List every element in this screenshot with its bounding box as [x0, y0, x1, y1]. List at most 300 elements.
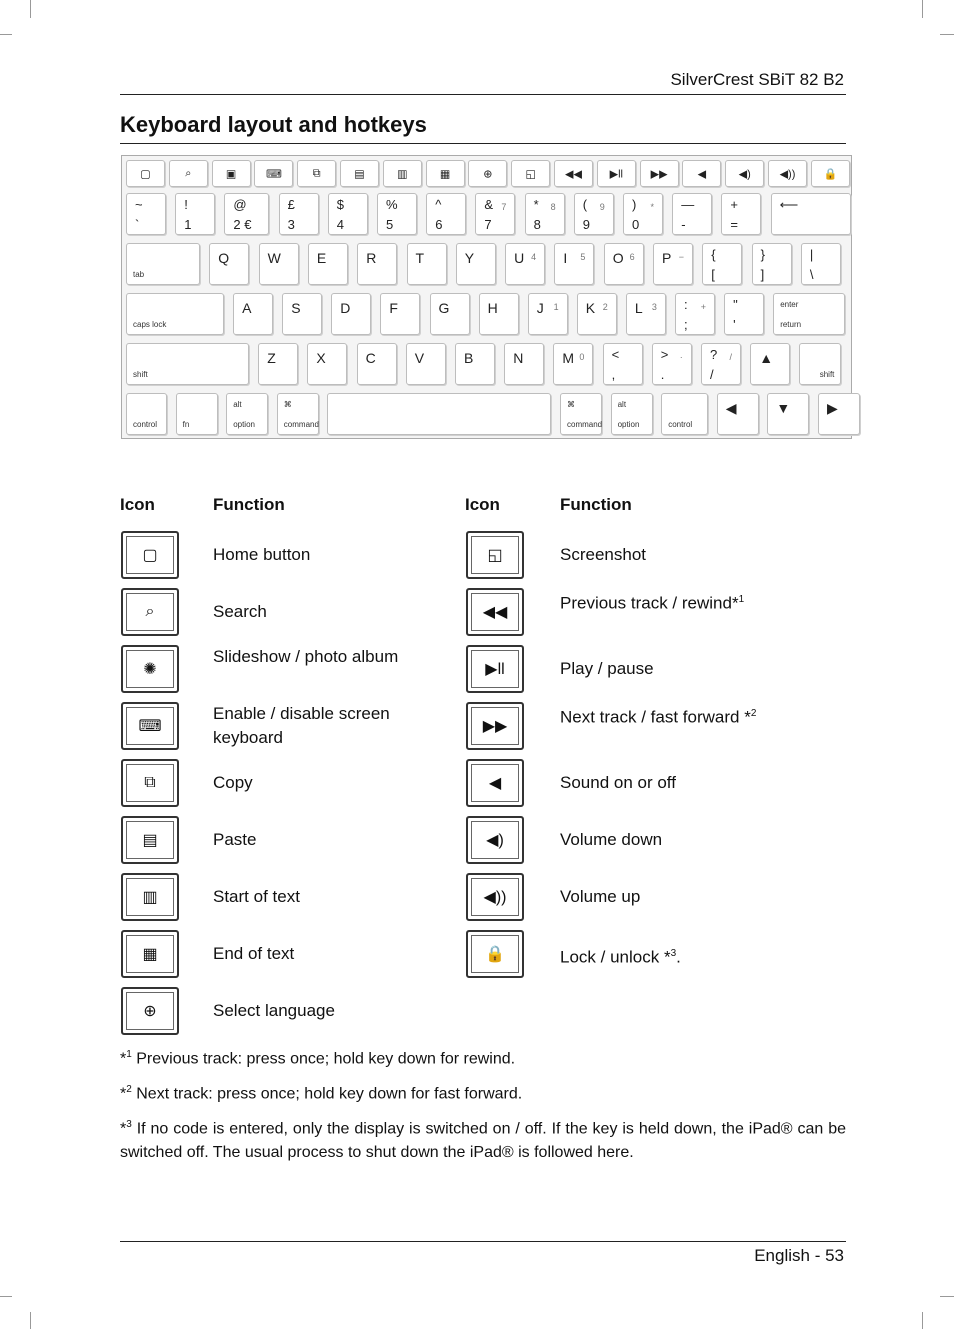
key	[430, 293, 470, 335]
numpad-legend: 3	[651, 302, 657, 312]
key-icon: ⊕	[483, 168, 493, 180]
paste-icon	[121, 816, 179, 864]
key-icon: ◀◀	[565, 168, 582, 180]
key-legend: fn	[182, 420, 190, 429]
search-icon	[121, 588, 179, 636]
header-rule	[120, 94, 846, 95]
key	[426, 193, 466, 235]
key	[475, 193, 515, 235]
numpad-legend: 6	[629, 252, 635, 262]
start-of-text-icon	[121, 873, 179, 921]
key-legend: &	[484, 197, 494, 212]
crop-mark	[940, 1296, 954, 1297]
function-text: Volume up	[560, 887, 641, 906]
volume-up-icon	[466, 873, 524, 921]
key-legend: F	[389, 300, 398, 316]
volume-down-icon	[466, 816, 524, 864]
copy-key	[297, 160, 336, 187]
key	[577, 293, 617, 335]
key	[553, 343, 593, 385]
key-legend: control	[133, 420, 158, 429]
key-legend: D	[340, 300, 351, 316]
numpad-legend: 1	[553, 302, 559, 312]
key-legend: alt	[617, 400, 627, 409]
key-legend: %	[386, 197, 398, 212]
footnote-text: If no code is entered, only the display is switched on / off. If the key is held down, the iPad® can be switched off. The usual process to shut down the iPad® is followed here.	[120, 1120, 846, 1162]
footnote-number: 1	[126, 1049, 132, 1060]
forward-key	[640, 160, 679, 187]
mute-key	[682, 160, 721, 187]
function-text: End of text	[213, 944, 295, 963]
key-legend: O	[612, 250, 624, 266]
key-legend: ▼	[776, 400, 791, 416]
key-legend: |	[809, 247, 814, 262]
key	[724, 293, 764, 335]
key	[406, 343, 446, 385]
function-text: Play / pause	[560, 659, 654, 678]
key-legend: shift	[133, 370, 148, 379]
function-text: Copy	[213, 773, 253, 792]
footnote-ref: 3	[670, 948, 677, 959]
key-legend: P	[662, 250, 672, 266]
key	[175, 193, 215, 235]
function-column-header: Function	[560, 495, 632, 514]
footnote-1	[120, 1043, 846, 1071]
footnote-mark: *	[120, 1120, 127, 1138]
function-text: Lock / unlock *	[560, 947, 671, 967]
volume-up-icon-glyph: ◀))	[483, 889, 507, 906]
lock-key	[811, 160, 850, 187]
key	[258, 343, 298, 385]
key-legend: X	[316, 350, 326, 366]
key	[801, 243, 841, 285]
lock-icon-glyph: 🔒	[485, 946, 505, 963]
play-pause-icon	[466, 645, 524, 693]
key-legend: caps lock	[133, 320, 167, 329]
key-legend: )	[632, 197, 637, 212]
fast-forward-icon-glyph: ▶▶	[482, 718, 508, 735]
key	[126, 343, 249, 385]
key-legend: enter	[780, 300, 799, 309]
footnote-text: Previous track: press once; hold key down for rewind.	[131, 1050, 516, 1068]
key	[652, 343, 692, 385]
key-icon: ◀)	[738, 168, 751, 180]
key	[701, 343, 741, 385]
function-label	[560, 828, 760, 852]
numpad-legend: 9	[599, 202, 605, 212]
key	[224, 193, 269, 235]
rewind-icon	[466, 588, 524, 636]
key-legend: <	[611, 347, 620, 362]
key-legend: —	[681, 197, 695, 212]
key	[377, 193, 417, 235]
key	[750, 343, 790, 385]
rewind-icon-glyph: ◀◀	[482, 604, 508, 621]
function-label	[560, 771, 760, 795]
key-legend: \	[809, 267, 814, 282]
key-legend: -	[681, 217, 686, 232]
numpad-legend: 4	[531, 252, 537, 262]
keyboard-icon	[121, 702, 179, 750]
key	[308, 243, 348, 285]
footnote-3	[120, 1113, 846, 1165]
key	[126, 293, 224, 335]
key-legend: N	[513, 350, 524, 366]
crop-mark	[0, 1296, 12, 1297]
function-label	[213, 702, 443, 750]
key	[505, 243, 545, 285]
slideshow-icon	[121, 645, 179, 693]
key	[675, 293, 715, 335]
key	[126, 193, 166, 235]
key-legend: alt	[233, 400, 242, 409]
key-legend: V	[414, 350, 425, 366]
key-legend: +	[730, 197, 738, 212]
function-text: Volume down	[560, 830, 663, 849]
key-legend: M	[562, 350, 575, 366]
key-legend: T	[415, 250, 425, 266]
crop-mark	[922, 1312, 923, 1329]
key-legend: command	[283, 420, 319, 429]
key	[126, 243, 200, 285]
function-label	[560, 657, 760, 681]
key-legend: K	[585, 300, 596, 316]
crop-mark	[30, 1312, 31, 1329]
key	[357, 343, 397, 385]
key-icon: ⌨	[265, 168, 282, 180]
key-legend: :	[684, 297, 688, 312]
key	[721, 193, 761, 235]
key	[574, 193, 614, 235]
end-of-text-key	[426, 160, 465, 187]
key-legend: Y	[464, 250, 475, 266]
globe-icon-glyph: ⊕	[143, 1003, 157, 1020]
globe-icon	[121, 987, 179, 1035]
page-number: English - 53	[754, 1246, 844, 1265]
key-legend: I	[563, 250, 568, 266]
key	[661, 393, 708, 435]
key-icon: ▶▶	[650, 168, 668, 180]
search-icon-glyph: ⌕	[145, 603, 155, 620]
key-legend: ?	[710, 347, 718, 362]
play-pause-icon-glyph: ▶ll	[485, 661, 505, 678]
key-icon: 🔒	[823, 168, 838, 180]
key	[259, 243, 299, 285]
function-text: Next track / fast forward *	[560, 707, 751, 727]
search-key	[169, 160, 208, 187]
key	[328, 193, 368, 235]
key-icon: ▶ll	[609, 168, 623, 180]
key-legend: Q	[218, 250, 230, 266]
key-legend: 8	[533, 217, 541, 232]
key-legend: !	[184, 197, 188, 212]
key-icon: ◀	[697, 168, 707, 180]
key	[554, 243, 594, 285]
start-of-text-key	[383, 160, 422, 187]
mute-icon	[466, 759, 524, 807]
key-legend: =	[730, 217, 738, 232]
key	[282, 293, 322, 335]
key-legend: ◀	[725, 400, 737, 416]
key	[799, 343, 841, 385]
footnote-mark: *	[120, 1050, 127, 1068]
end-of-text-icon	[121, 930, 179, 978]
function-text: Screenshot	[560, 545, 646, 564]
key-legend: .	[660, 367, 665, 382]
icon-column-header: Icon	[120, 495, 155, 514]
key-icon: ⌕	[185, 167, 192, 179]
key-legend: H	[487, 300, 498, 316]
function-text: Sound on or off	[560, 773, 676, 792]
copy-icon	[121, 759, 179, 807]
key-legend: £	[287, 197, 295, 212]
key-legend: option	[617, 420, 640, 429]
fast-forward-icon	[466, 702, 524, 750]
key-legend: Z	[267, 350, 276, 366]
numpad-legend: /	[729, 352, 732, 362]
function-text: Start of text	[213, 887, 300, 906]
numpad-legend: 2	[602, 302, 608, 312]
function-text: Previous track / rewind*	[560, 593, 739, 613]
key	[126, 393, 167, 435]
start-of-text-icon-glyph: ▥	[142, 889, 158, 906]
key	[767, 393, 809, 435]
key-icon: ◱	[525, 168, 536, 180]
key-legend: ▲	[759, 350, 774, 366]
key	[560, 393, 602, 435]
numpad-legend: −	[678, 252, 684, 262]
key	[611, 393, 653, 435]
function-label	[213, 645, 443, 669]
key-legend: }	[760, 247, 765, 262]
key-legend: 1	[184, 217, 192, 232]
volume-down-key	[725, 160, 764, 187]
key	[233, 293, 273, 335]
function-label	[213, 828, 443, 852]
key-legend: *	[533, 197, 539, 212]
key	[209, 243, 249, 285]
function-text: Paste	[213, 830, 257, 849]
copy-icon-glyph: ⧉	[144, 774, 156, 791]
icon-column-header: Icon	[465, 495, 500, 514]
key	[504, 343, 544, 385]
play-pause-key	[597, 160, 636, 187]
key	[226, 393, 268, 435]
slideshow-key	[212, 160, 251, 187]
paste-icon-glyph: ▤	[142, 832, 158, 849]
key-legend: >	[660, 347, 669, 362]
key	[176, 393, 218, 435]
footnote-ref: 1	[738, 594, 745, 605]
key	[623, 193, 663, 235]
footnote-ref: 2	[750, 708, 757, 719]
crop-mark	[30, 0, 31, 18]
key-legend: shift	[819, 370, 835, 379]
key-legend: L	[634, 300, 643, 316]
numpad-legend: *	[650, 202, 654, 212]
function-label	[213, 543, 443, 567]
key-legend: E	[316, 250, 327, 266]
key	[626, 293, 666, 335]
key-legend: A	[242, 300, 252, 316]
footnote-number: 3	[126, 1119, 132, 1130]
key-legend: 2 €	[233, 217, 252, 232]
key	[702, 243, 742, 285]
key-legend: 6	[435, 217, 443, 232]
numpad-legend: 0	[579, 352, 585, 362]
key	[380, 293, 420, 335]
key-legend: `	[135, 217, 140, 232]
title-rule	[120, 143, 846, 144]
key	[771, 193, 851, 235]
key-legend: @	[233, 197, 247, 212]
key	[603, 343, 643, 385]
screenshot-key	[511, 160, 550, 187]
trailing-punctuation: .	[676, 947, 681, 967]
key-legend: ⌘	[567, 400, 575, 409]
key-legend: 7	[484, 217, 492, 232]
function-label	[213, 771, 443, 795]
space-key	[327, 393, 551, 435]
key-legend: ]	[760, 267, 765, 282]
numpad-legend: ·	[679, 352, 683, 362]
footnote-mark: *	[120, 1085, 127, 1103]
keyboard-icon-glyph: ⌨	[138, 718, 162, 735]
slideshow-icon-glyph: ✺	[143, 661, 157, 678]
key-icon: ▣	[225, 168, 237, 180]
key-legend: G	[438, 300, 450, 316]
key	[604, 243, 644, 285]
key-legend: U	[514, 250, 525, 266]
key-legend: 0	[632, 217, 640, 232]
key	[456, 243, 496, 285]
key-icon: ▥	[397, 168, 408, 180]
key-legend: "	[733, 297, 738, 312]
key	[479, 293, 519, 335]
key	[407, 243, 447, 285]
screenshot-icon	[466, 531, 524, 579]
key-legend: B	[464, 350, 474, 366]
key-icon: ▢	[140, 168, 151, 180]
function-label	[213, 999, 443, 1023]
paste-key	[340, 160, 379, 187]
volume-up-key	[768, 160, 807, 187]
function-label	[560, 702, 760, 730]
crop-mark	[940, 34, 954, 35]
key-icon: ▦	[439, 168, 451, 180]
key	[717, 393, 759, 435]
key	[455, 343, 495, 385]
rewind-key	[554, 160, 593, 187]
keyboard-layout-diagram	[121, 155, 852, 439]
key-legend: ~	[135, 197, 143, 212]
function-text: Home button	[213, 545, 311, 564]
key-legend: ;	[684, 317, 688, 332]
key-legend: ⟵	[779, 197, 799, 212]
key-icon: ◀))	[779, 168, 796, 180]
key	[773, 293, 845, 335]
key-icon: ▤	[354, 168, 365, 180]
function-label	[560, 942, 760, 970]
footnote-text: Next track: press once; hold key down for fast forward.	[131, 1085, 523, 1103]
lock-icon	[466, 930, 524, 978]
numpad-legend: 8	[550, 202, 556, 212]
crop-mark	[0, 34, 12, 35]
key-legend: option	[233, 420, 255, 429]
function-label	[560, 588, 760, 616]
key-legend: $	[336, 197, 345, 212]
key	[752, 243, 792, 285]
key	[818, 393, 860, 435]
key-legend: '	[733, 317, 736, 332]
key-legend: {	[711, 247, 716, 262]
numpad-legend: +	[700, 302, 706, 312]
function-label	[213, 885, 443, 909]
function-label	[560, 885, 760, 909]
key-legend: ▶	[827, 400, 838, 416]
function-label	[213, 600, 443, 624]
key-icon: ⧉	[312, 167, 321, 179]
footnote-number: 2	[126, 1084, 132, 1095]
key-legend: 4	[336, 217, 345, 232]
key	[357, 243, 397, 285]
screen-keyboard-key	[254, 160, 293, 187]
home-icon	[121, 531, 179, 579]
key-legend: ,	[611, 367, 616, 382]
key-legend: S	[291, 300, 301, 316]
language-key	[468, 160, 507, 187]
function-label	[213, 942, 443, 966]
key	[672, 193, 712, 235]
function-text: Search	[213, 602, 267, 621]
key-legend: ^	[435, 197, 442, 212]
key-legend: [	[711, 267, 715, 282]
key	[653, 243, 693, 285]
key-legend: J	[536, 300, 544, 316]
screenshot-icon-glyph: ◱	[487, 547, 503, 564]
home-key	[126, 160, 165, 187]
end-of-text-icon-glyph: ▦	[142, 946, 158, 963]
key-legend: control	[668, 420, 693, 429]
key	[528, 293, 568, 335]
key-legend: tab	[133, 270, 145, 279]
key	[307, 343, 347, 385]
volume-down-icon-glyph: ◀)	[486, 832, 504, 849]
header-product: SilverCrest SBiT 82 B2	[670, 70, 844, 89]
key-legend: W	[267, 250, 281, 266]
key	[525, 193, 565, 235]
key-legend: return	[780, 320, 802, 329]
function-text: Enable / disable screen keyboard	[213, 704, 390, 747]
key-legend: 9	[582, 217, 591, 232]
key-legend: R	[366, 250, 377, 266]
mute-icon-glyph: ◀	[488, 775, 502, 792]
key-legend: C	[365, 350, 376, 366]
key-legend: 3	[287, 217, 295, 232]
function-column-header: Function	[213, 495, 285, 514]
key	[277, 393, 319, 435]
crop-mark	[922, 0, 923, 18]
key-legend: ⌘	[283, 400, 292, 409]
key	[279, 193, 319, 235]
function-text: Select language	[213, 1001, 335, 1020]
key-legend: 5	[386, 217, 394, 232]
key	[331, 293, 371, 335]
key-legend: (	[582, 197, 588, 212]
home-icon-glyph: ▢	[142, 547, 158, 564]
function-label	[560, 543, 760, 567]
footer-rule	[120, 1241, 846, 1242]
